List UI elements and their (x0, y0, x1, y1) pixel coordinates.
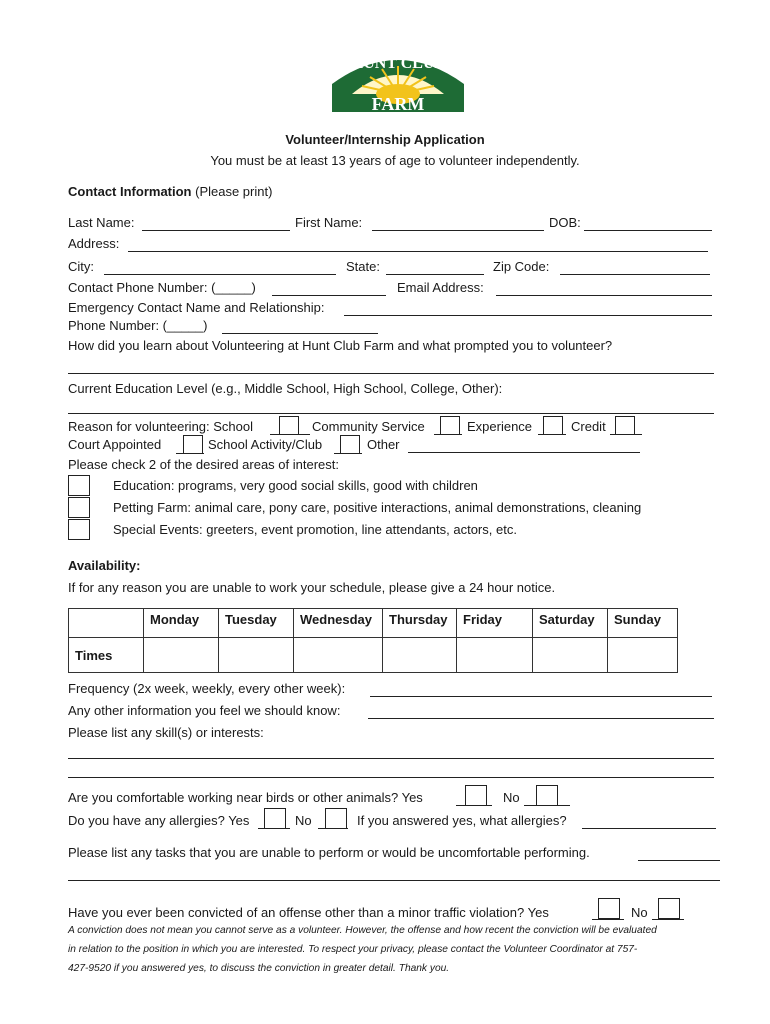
learn-question: How did you learn about Volunteering at Hunt Club Farm and what prompted you to volunteer? (68, 338, 613, 353)
allergies-yes-underline (258, 828, 290, 829)
convicted-yes-checkbox[interactable] (598, 898, 620, 919)
reason-label: Reason for volunteering: School (68, 419, 254, 434)
special-events-checkbox[interactable] (68, 519, 90, 540)
animals-no-checkbox[interactable] (536, 785, 558, 806)
interest-label: Please check 2 of the desired areas of interest: (68, 457, 339, 472)
skills-field-1[interactable] (68, 758, 714, 759)
credit-checkbox[interactable] (615, 416, 635, 435)
day-header: Thursday (383, 609, 457, 638)
animals-no-label: No (503, 790, 520, 805)
phone2-field[interactable] (222, 333, 378, 334)
disclaimer-line: 427-9520 if you answered yes, to discuss the conviction in greater detail. Thank you. (68, 963, 450, 974)
tasks-question: Please list any tasks that you are unable to perform or would be uncomfortable performing. (68, 845, 590, 860)
allergies-no-checkbox[interactable] (325, 808, 347, 829)
experience-label: Experience (467, 419, 533, 434)
frequency-label: Frequency (2x week, weekly, every other week): (68, 681, 346, 696)
learn-answer-field[interactable] (68, 373, 714, 374)
email-field[interactable] (496, 295, 712, 296)
zip-field[interactable] (560, 274, 710, 275)
activity-underline (334, 453, 362, 454)
last-name-field[interactable] (142, 230, 290, 231)
state-label: State: (346, 259, 380, 274)
convicted-yes-underline (592, 919, 624, 920)
education-label: Current Education Level (e.g., Middle School, High School, College, Other): (68, 381, 503, 396)
time-cell[interactable] (383, 638, 457, 673)
community-checkbox[interactable] (440, 416, 460, 435)
allergies-no-underline (318, 828, 348, 829)
emergency-label: Emergency Contact Name and Relationship: (68, 300, 325, 315)
form-subtitle: You must be at least 13 years of age to volunteer independently. (210, 153, 580, 168)
community-label: Community Service (312, 419, 425, 434)
education-interest-checkbox[interactable] (68, 475, 90, 496)
other-label: Other (367, 437, 400, 452)
skills-label: Please list any skill(s) or interests: (68, 725, 264, 740)
phone2-label: Phone Number: (_____) (68, 318, 208, 333)
other-info-label: Any other information you feel we should know: (68, 703, 341, 718)
petting-farm-checkbox[interactable] (68, 497, 90, 518)
day-header: Sunday (608, 609, 678, 638)
community-underline (434, 434, 462, 435)
animals-yes-underline (456, 805, 492, 806)
court-underline (176, 453, 204, 454)
contact-heading: Contact Information (Please print) (68, 184, 273, 199)
times-row-label: Times (69, 638, 144, 673)
school-checkbox[interactable] (279, 416, 299, 435)
time-cell[interactable] (608, 638, 678, 673)
dob-label: DOB: (549, 215, 581, 230)
animals-question: Are you comfortable working near birds or other animals? Yes (68, 790, 423, 805)
first-name-field[interactable] (372, 230, 544, 231)
availability-heading: Availability: (68, 558, 141, 573)
phone-label: Contact Phone Number: (_____) (68, 280, 256, 295)
other-field[interactable] (408, 452, 640, 453)
day-header: Monday (144, 609, 219, 638)
frequency-field[interactable] (370, 696, 712, 697)
experience-underline (538, 434, 566, 435)
form-title: Volunteer/Internship Application (285, 132, 485, 147)
address-label: Address: (68, 236, 120, 251)
what-allergies-field[interactable] (582, 828, 716, 829)
phone-field[interactable] (272, 295, 386, 296)
availability-table (68, 608, 678, 673)
other-info-field[interactable] (368, 718, 714, 719)
city-field[interactable] (104, 274, 336, 275)
animals-yes-checkbox[interactable] (465, 785, 487, 806)
day-header: Wednesday (294, 609, 383, 638)
what-allergies-label: If you answered yes, what allergies? (357, 813, 567, 828)
animals-no-underline (524, 805, 570, 806)
dob-field[interactable] (584, 230, 712, 231)
convicted-no-underline (652, 919, 684, 920)
first-name-label: First Name: (295, 215, 363, 230)
address-field[interactable] (128, 251, 708, 252)
credit-underline (610, 434, 642, 435)
convicted-question: Have you ever been convicted of an offense other than a minor traffic violation? Yes (68, 905, 549, 920)
logo-text-bottom: FARM (371, 94, 425, 114)
day-header: Friday (457, 609, 533, 638)
state-field[interactable] (386, 274, 484, 275)
time-cell[interactable] (294, 638, 383, 673)
hunt-club-farm-logo (330, 44, 466, 114)
interest-item: Special Events: greeters, event promotion, line attendants, actors, etc. (113, 522, 517, 537)
allergies-yes-checkbox[interactable] (264, 808, 286, 829)
school-underline (270, 434, 310, 435)
interest-item: Education: programs, very good social skills, good with children (113, 478, 478, 493)
allergies-no-label: No (295, 813, 312, 828)
convicted-no-checkbox[interactable] (658, 898, 680, 919)
time-cell[interactable] (457, 638, 533, 673)
convicted-no-label: No (631, 905, 648, 920)
activity-checkbox[interactable] (340, 435, 360, 454)
disclaimer-line: in relation to the position in which you are interested. To respect your privacy, please contact the Volunteer Coordinator at 757- (68, 944, 638, 955)
education-field[interactable] (68, 413, 714, 414)
court-label: Court Appointed (68, 437, 162, 452)
time-cell[interactable] (144, 638, 219, 673)
email-label: Email Address: (397, 280, 484, 295)
emergency-field[interactable] (344, 315, 712, 316)
logo-text-top: HUNT CLUB (350, 55, 446, 72)
day-header: Tuesday (219, 609, 294, 638)
zip-label: Zip Code: (493, 259, 550, 274)
credit-label: Credit (571, 419, 606, 434)
time-cell[interactable] (533, 638, 608, 673)
court-checkbox[interactable] (183, 435, 203, 454)
city-label: City: (68, 259, 94, 274)
table-corner-cell (69, 609, 144, 638)
disclaimer-line: A conviction does not mean you cannot serve as a volunteer. However, the offense and how recent the conviction will be evaluated (68, 925, 657, 936)
time-cell[interactable] (219, 638, 294, 673)
activity-label: School Activity/Club (208, 437, 323, 452)
last-name-label: Last Name: (68, 215, 135, 230)
availability-notice: If for any reason you are unable to work your schedule, please give a 24 hour notice. (68, 580, 556, 595)
skills-field-2[interactable] (68, 777, 714, 778)
tasks-field-2[interactable] (68, 880, 720, 881)
tasks-field-1[interactable] (638, 860, 720, 861)
day-header: Saturday (533, 609, 608, 638)
experience-checkbox[interactable] (543, 416, 563, 435)
interest-item: Petting Farm: animal care, pony care, positive interactions, animal demonstrations, cleaning (113, 500, 642, 515)
allergies-question: Do you have any allergies? Yes (68, 813, 250, 828)
